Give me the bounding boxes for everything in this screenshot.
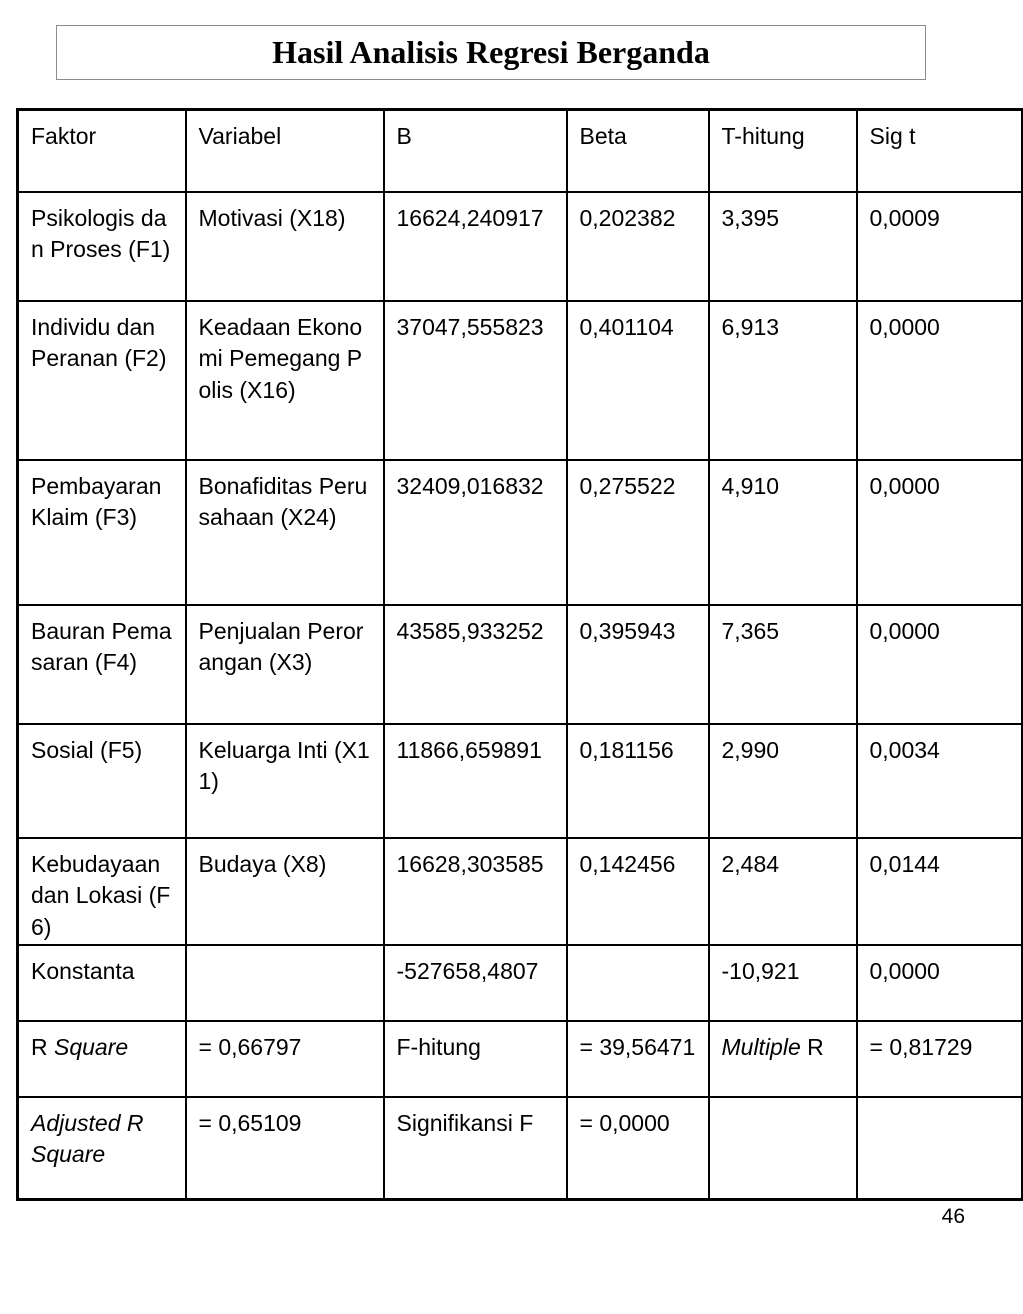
page-title: Hasil Analisis Regresi Berganda — [272, 34, 710, 70]
cell-sig-t: 0,0144 — [857, 838, 1023, 945]
multiple-r-label-suffix: R — [800, 1033, 824, 1060]
r-square-value: = 0,66797 — [186, 1021, 384, 1097]
cell-beta: 0,181156 — [567, 724, 709, 838]
table-row — [18, 460, 1023, 605]
signifikansi-f-value: = 0,0000 — [567, 1097, 709, 1200]
table-row — [18, 605, 1023, 724]
title-box — [56, 25, 926, 80]
cell-beta: 0,395943 — [567, 605, 709, 724]
table-row — [18, 192, 1023, 301]
empty-cell — [709, 1097, 857, 1200]
table-row-summary-1 — [18, 1021, 1023, 1097]
cell-beta: 0,275522 — [567, 460, 709, 605]
table-row-konstanta — [18, 945, 1023, 1021]
cell-b: -527658,4807 — [384, 945, 567, 1021]
cell-faktor: Psikologis dan Proses (F1) — [18, 192, 186, 301]
table-row — [18, 838, 1023, 945]
r-square-label-italic: Square — [54, 1033, 129, 1060]
cell-variabel: Motivasi (X18) — [186, 192, 384, 301]
cell-beta: 0,401104 — [567, 301, 709, 460]
cell-t-hitung: 2,484 — [709, 838, 857, 945]
cell-variabel: Penjualan Perorangan (X3) — [186, 605, 384, 724]
table-header-row — [18, 110, 1023, 192]
cell-faktor: Konstanta — [18, 945, 186, 1021]
cell-b: 32409,016832 — [384, 460, 567, 605]
cell-t-hitung: 3,395 — [709, 192, 857, 301]
cell-b: 43585,933252 — [384, 605, 567, 724]
cell-b: 16624,240917 — [384, 192, 567, 301]
cell-t-hitung: 7,365 — [709, 605, 857, 724]
page-number: 46 — [941, 1205, 965, 1228]
cell-t-hitung: -10,921 — [709, 945, 857, 1021]
header-faktor: Faktor — [18, 110, 186, 192]
header-t-hitung: T-hitung — [709, 110, 857, 192]
cell-sig-t: 0,0034 — [857, 724, 1023, 838]
adjusted-r-square-value: = 0,65109 — [186, 1097, 384, 1200]
cell-sig-t: 0,0000 — [857, 460, 1023, 605]
cell-sig-t: 0,0000 — [857, 301, 1023, 460]
cell-b: 16628,303585 — [384, 838, 567, 945]
cell-faktor: Pembayaran Klaim (F3) — [18, 460, 186, 605]
table-row-summary-2 — [18, 1097, 1023, 1200]
multiple-r-label-italic: Multiple — [721, 1033, 801, 1060]
cell-sig-t: 0,0009 — [857, 192, 1023, 301]
cell-faktor: Bauran Pemasaran (F4) — [18, 605, 186, 724]
regression-table — [16, 108, 1023, 1201]
table-row — [18, 301, 1023, 460]
empty-cell — [857, 1097, 1023, 1200]
cell-faktor: Individu dan Peranan (F2) — [18, 301, 186, 460]
cell-variabel — [186, 945, 384, 1021]
cell-beta: 0,202382 — [567, 192, 709, 301]
cell-sig-t: 0,0000 — [857, 605, 1023, 724]
header-variabel: Variabel — [186, 110, 384, 192]
table-row — [18, 724, 1023, 838]
f-hitung-label: F-hitung — [384, 1021, 567, 1097]
cell-sig-t: 0,0000 — [857, 945, 1023, 1021]
cell-t-hitung: 4,910 — [709, 460, 857, 605]
multiple-r-value: = 0,81729 — [857, 1021, 1023, 1097]
multiple-r-label — [709, 1021, 857, 1097]
cell-variabel: Budaya (X8) — [186, 838, 384, 945]
adjusted-r-square-label-text: Adjusted R Square — [31, 1109, 144, 1167]
f-hitung-value: = 39,56471 — [567, 1021, 709, 1097]
header-sig-t: Sig t — [857, 110, 1023, 192]
header-beta: Beta — [567, 110, 709, 192]
adjusted-r-square-label — [18, 1097, 186, 1200]
cell-variabel: Keluarga Inti (X11) — [186, 724, 384, 838]
cell-b: 37047,555823 — [384, 301, 567, 460]
cell-variabel: Keadaan Ekonomi Pemegang Polis (X16) — [186, 301, 384, 460]
r-square-label — [18, 1021, 186, 1097]
signifikansi-f-label: Signifikansi F — [384, 1097, 567, 1200]
cell-t-hitung: 6,913 — [709, 301, 857, 460]
r-square-label-prefix: R — [31, 1033, 54, 1060]
cell-faktor: Sosial (F5) — [18, 724, 186, 838]
cell-beta: 0,142456 — [567, 838, 709, 945]
cell-b: 11866,659891 — [384, 724, 567, 838]
cell-variabel: Bonafiditas Perusahaan (X24) — [186, 460, 384, 605]
cell-faktor: Kebudayaan dan Lokasi (F6) — [18, 838, 186, 945]
header-b: B — [384, 110, 567, 192]
cell-beta — [567, 945, 709, 1021]
cell-t-hitung: 2,990 — [709, 724, 857, 838]
